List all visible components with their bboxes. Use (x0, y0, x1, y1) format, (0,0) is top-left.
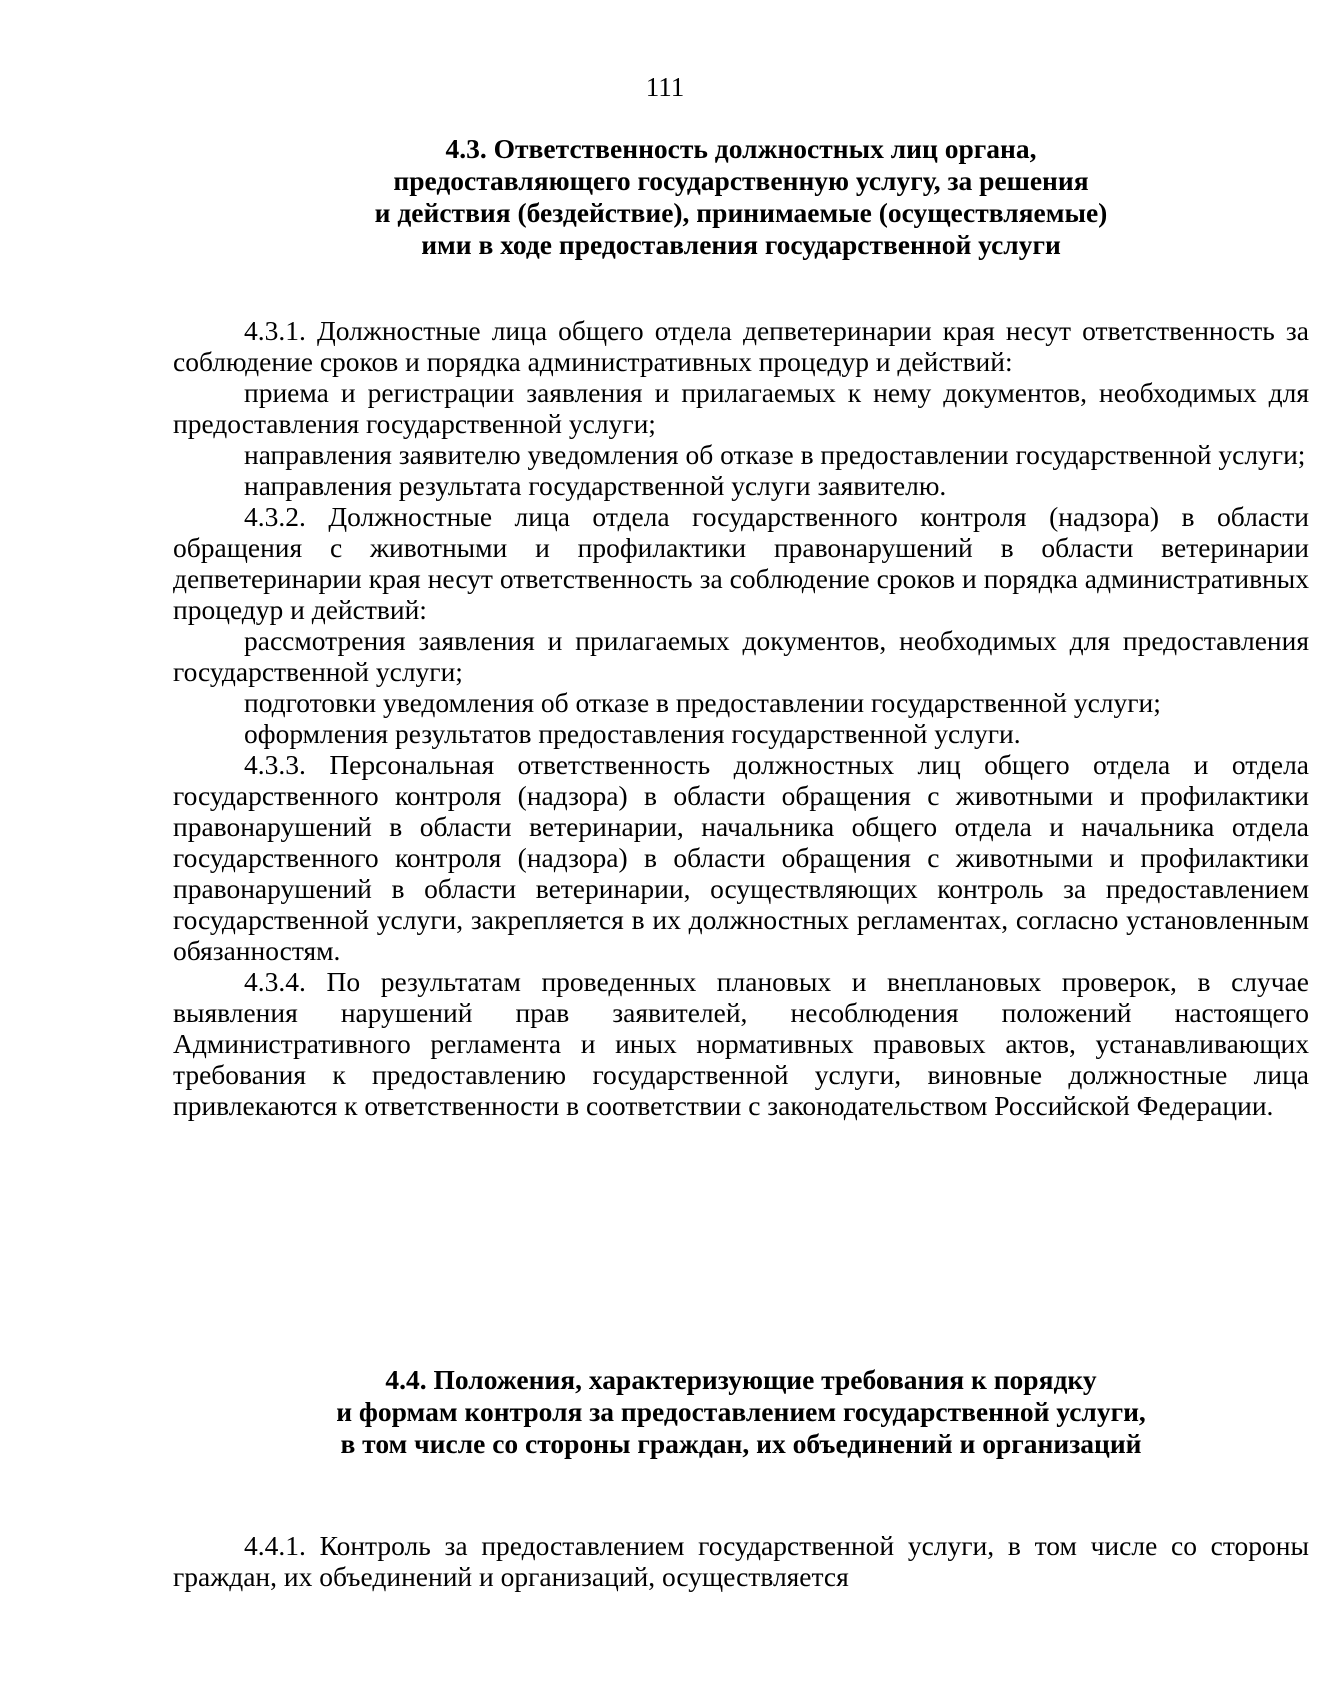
section-heading-4-3 (170, 133, 1312, 261)
section-body-4-4 (173, 1530, 1309, 1592)
list-item-result-delivery: направления результата государственной услуги заявителю. (244, 470, 947, 501)
heading-line: предоставляющего государственную услугу, за решения (393, 165, 1089, 196)
paragraph-4-3-4: 4.3.4. По результатам проведенных плановых и внеплановых проверок, в случае выявления нарушений прав заявителей, несоблюдения положений настоящего Административного регламента и иных нормативных правовых актов, устанавливающих требования к предоставлению государственной услуги, виновные должностные лица привлекаются к ответственности в соответствии с законодательством Российской Федерации. (173, 966, 1309, 1121)
list-item-reception: приема и регистрации заявления и прилагаемых к нему документов, необходимых для предоставления государственной услуги; (173, 377, 1309, 439)
paragraph-4-4-1: 4.4.1. Контроль за предоставлением государственной услуги, в том числе со стороны граждан, их объединений и организаций, осуществляется (173, 1530, 1309, 1592)
heading-line: 4.3. Ответственность должностных лиц органа, (445, 133, 1037, 164)
heading-line: и действия (бездействие), принимаемые (осуществляемые) (374, 197, 1108, 228)
heading-line: в том числе со стороны граждан, их объединений и организаций (340, 1428, 1142, 1459)
list-item-review: рассмотрения заявления и прилагаемых документов, необходимых для предоставления государственной услуги; (173, 625, 1309, 687)
list-item-refusal-notice: направления заявителю уведомления об отказе в предоставлении государственной услуги; (244, 439, 1306, 470)
paragraph-4-3-1: 4.3.1. Должностные лица общего отдела депветеринарии края несут ответственность за соблюдение сроков и порядка административных процедур и действий: (173, 315, 1309, 377)
section-heading-4-4 (170, 1364, 1312, 1460)
heading-line: 4.4. Положения, характеризующие требования к порядку (385, 1364, 1097, 1395)
paragraph-4-3-3: 4.3.3. Персональная ответственность должностных лиц общего отдела и отдела государственного контроля (надзора) в области обращения с животными и профилактики правонарушений в области ветеринарии, начальника общего отдела и начальника отдела государственного контроля (надзора) в области обращения с животными и профилактики правонарушений в области ветеринарии, осуществляющих контроль за предоставлением государственной услуги, закрепляется в их должностных регламентах, согласно установленным обязанностям. (173, 749, 1309, 966)
list-item-results: оформления результатов предоставления государственной услуги. (244, 718, 1021, 749)
paragraph-4-3-2: 4.3.2. Должностные лица отдела государственного контроля (надзора) в области обращения с животными и профилактики правонарушений в области ветеринарии депветеринарии края несут ответственность за соблюдение сроков и порядка административных процедур и действий: (173, 501, 1309, 625)
heading-line: ими в ходе предоставления государственной услуги (421, 229, 1061, 260)
heading-line: и формам контроля за предоставлением государственной услуги, (336, 1396, 1146, 1427)
list-item-prepare-notice: подготовки уведомления об отказе в предоставлении государственной услуги; (244, 687, 1161, 718)
page-number: 111 (645, 72, 685, 102)
section-body-4-3 (173, 315, 1309, 1121)
